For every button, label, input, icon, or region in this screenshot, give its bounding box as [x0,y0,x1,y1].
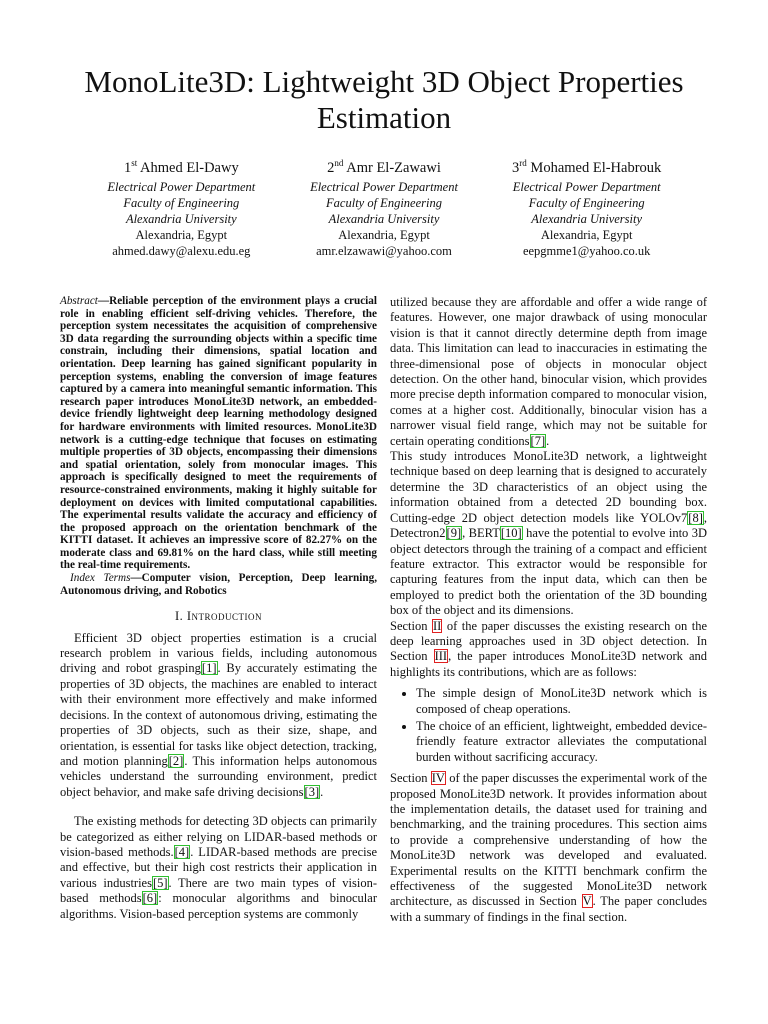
author-location: Alexandria, Egypt [540,227,633,242]
citation-link[interactable]: [8] [688,510,703,525]
citation-link[interactable]: [6] [142,891,158,906]
intro-paragraph-5: Section II of the paper discusses the existing research on the deep learning approaches used in 3D object detection. In Section III, the paper introduces MonoLite3D network and highlights its contributions, which are as follows: [390,618,707,679]
section-reference-link[interactable]: V [582,894,592,909]
citation-link[interactable]: [1] [201,661,217,676]
intro-paragraph-3: utilized because they are affordable and offer a wide range of features. However, one major drawback of using monocular vision is that it cannot directly determine depth from image data. This limitation can lead to inaccuracies in estimating the three-dimensional pose of objects in monocular object detection. On the other hand, binocular vision, which provides more precise depth information compared to monocular vision, comes at a higher cost. Additionally, binocular vision has a narrower visual field range, which may not be suitable for certain operating conditions[7]. [390,295,707,448]
intro-paragraph-2: The existing methods for detecting 3D objects can primarily be categorized as either relying on LIDAR-based methods or vision-based methods.[4]. LIDAR-based methods are precise and effective, but their high cost restricts their application in various industries[5]. There are two main types of vision-based methods[6]: monocular algorithms and binocular algorithms. Vision-based perception systems are commonly [60,814,378,921]
author-location: Alexandria, Egypt [135,227,228,242]
author-1 [80,154,283,259]
author-university: Alexandria University [328,211,440,226]
citation-link[interactable]: [2] [168,753,184,768]
author-faculty: Faculty of Engineering [326,195,442,210]
citation-link[interactable]: [4] [174,844,190,859]
section-reference-link[interactable]: IV [431,771,445,786]
contribution-list [390,686,707,765]
intro-paragraph-6: Section IV of the paper discusses the experimental work of the proposed MonoLite3D network. It provides information about the implementation details, the dataset used for training and benchmarking, and the training procedures. This section aims to provide a comprehensive understanding of how the MonoLite3D network was developed and evaluated. Experimental results on the KITTI benchmark confirm the effectiveness of the suggested MonoLite3D network architecture, as discussed in Section V. The paper concludes with a summary of findings in the final section. [390,771,708,924]
right-column [390,295,707,925]
author-university: Alexandria University [125,211,237,226]
author-name: 1st Ahmed El-Dawy [123,158,239,176]
citation-link[interactable]: [3] [304,784,320,799]
author-university: Alexandria University [531,211,643,226]
author-location: Alexandria, Egypt [338,227,430,242]
author-name: 2nd Amr El-Zawawi [327,158,441,176]
author-name: 3rd Mohamed El-Habrouk [512,158,662,176]
index-terms: Index Terms—Computer vision, Perception, Deep learning, Autonomous driving, and Robotics [60,572,377,597]
intro-paragraph-1: Efficient 3D object properties estimation is a crucial research problem in various fields, including autonomous driving and robot grasping[1]. By accurately estimating the properties of 3D objects, the machines are enabled to interact with their environment more effectively and make informed decisions. In the context of autonomous driving, estimating the properties of 3D objects, such as their size, shape, and orientation, is essential for tasks like object detection, tracking, and motion planning[2]. This information helps autonomous vehicles understand the surrounding environment, predict object behavior, and make safe driving decisions[3]. [60,630,377,799]
author-3 [485,154,688,259]
intro-paragraph-4: This study introduces MonoLite3D network, a lightweight technique based on deep learning that is designed to accurately determine the 3D characteristics of an object using the information obtained from a detected 2D bounding box. Cutting-edge 2D object detection models like YOLOv7[8], Detectron2[9], BERT[10] have the potential to evolve into 3D object detectors through the training of a compact and efficient feature extractor. This extractor would be responsible for capturing features from the input data, which can then be employed to predict both the orientation of the 3D bounding box of the object and its dimensions. [390,449,707,618]
author-faculty: Faculty of Engineering [528,195,645,210]
section-reference-link[interactable]: II [433,618,442,633]
citation-link[interactable]: [9] [446,526,462,541]
list-item: • The simple design of MonoLite3D network which is composed of cheap operations. [416,686,707,717]
author-faculty: Faculty of Engineering [123,195,240,210]
left-column [60,295,377,922]
paper-title: MonoLite3D: Lightweight 3D Object Properties Estimation [84,64,684,135]
citation-link[interactable]: [10] [500,526,522,541]
section-heading-introduction: I. Introduction [174,609,263,624]
section-reference-link[interactable]: III [434,649,448,664]
abstract: Abstract—Reliable perception of the environment plays a crucial role in enabling efficient self-driving vehicles. Therefore, the perception system necessitates the acquisition of comprehensive 3D data regarding the surrounding objects within a specific time constrain, including their dimensions, spatial location and orientation. Deep learning has gained significant popularity in perception systems, enabling the conversion of image features captured by a camera into meaningful semantic information. This research paper introduces MonoLite3D network, an embedded-device friendly lightweight deep learning methodology designed for hardware environments with limited resources. MonoLite3D network is a cutting-edge technique that focuses on estimating multiple properties of 3D objects, encompassing their dimensions and spatial orientation, solely from monocular images. This approach is specifically designed to meet the requirements of resource-constrained environments, making it highly suitable for deployment on devices with limited computational capabilities. The experimental results validate the accuracy and efficiency of the proposed approach on the orientation benchmark of the KITTI dataset. It achieves an impressive score of 82.27% on the moderate class and 69.81% on the hard class, while still meeting the real-time requirements. [60,295,377,572]
author-2 [283,154,486,259]
list-item: • The choice of an efficient, lightweight, embedded device-friendly feature extractor alleviates the computational burden without sacrificing accuracy. [416,719,707,765]
author-email: eepgmme1@yahoo.co.uk [522,243,651,258]
author-department: Electrical Power Department [512,179,661,194]
author-email: amr.elzawawi@yahoo.com [316,243,452,258]
author-department: Electrical Power Department [107,179,256,194]
author-department: Electrical Power Department [310,179,458,194]
author-email: ahmed.dawy@alexu.edu.eg [112,243,251,258]
author-block [80,154,688,259]
citation-link[interactable]: [7] [530,433,546,448]
citation-link[interactable]: [5] [152,875,168,890]
